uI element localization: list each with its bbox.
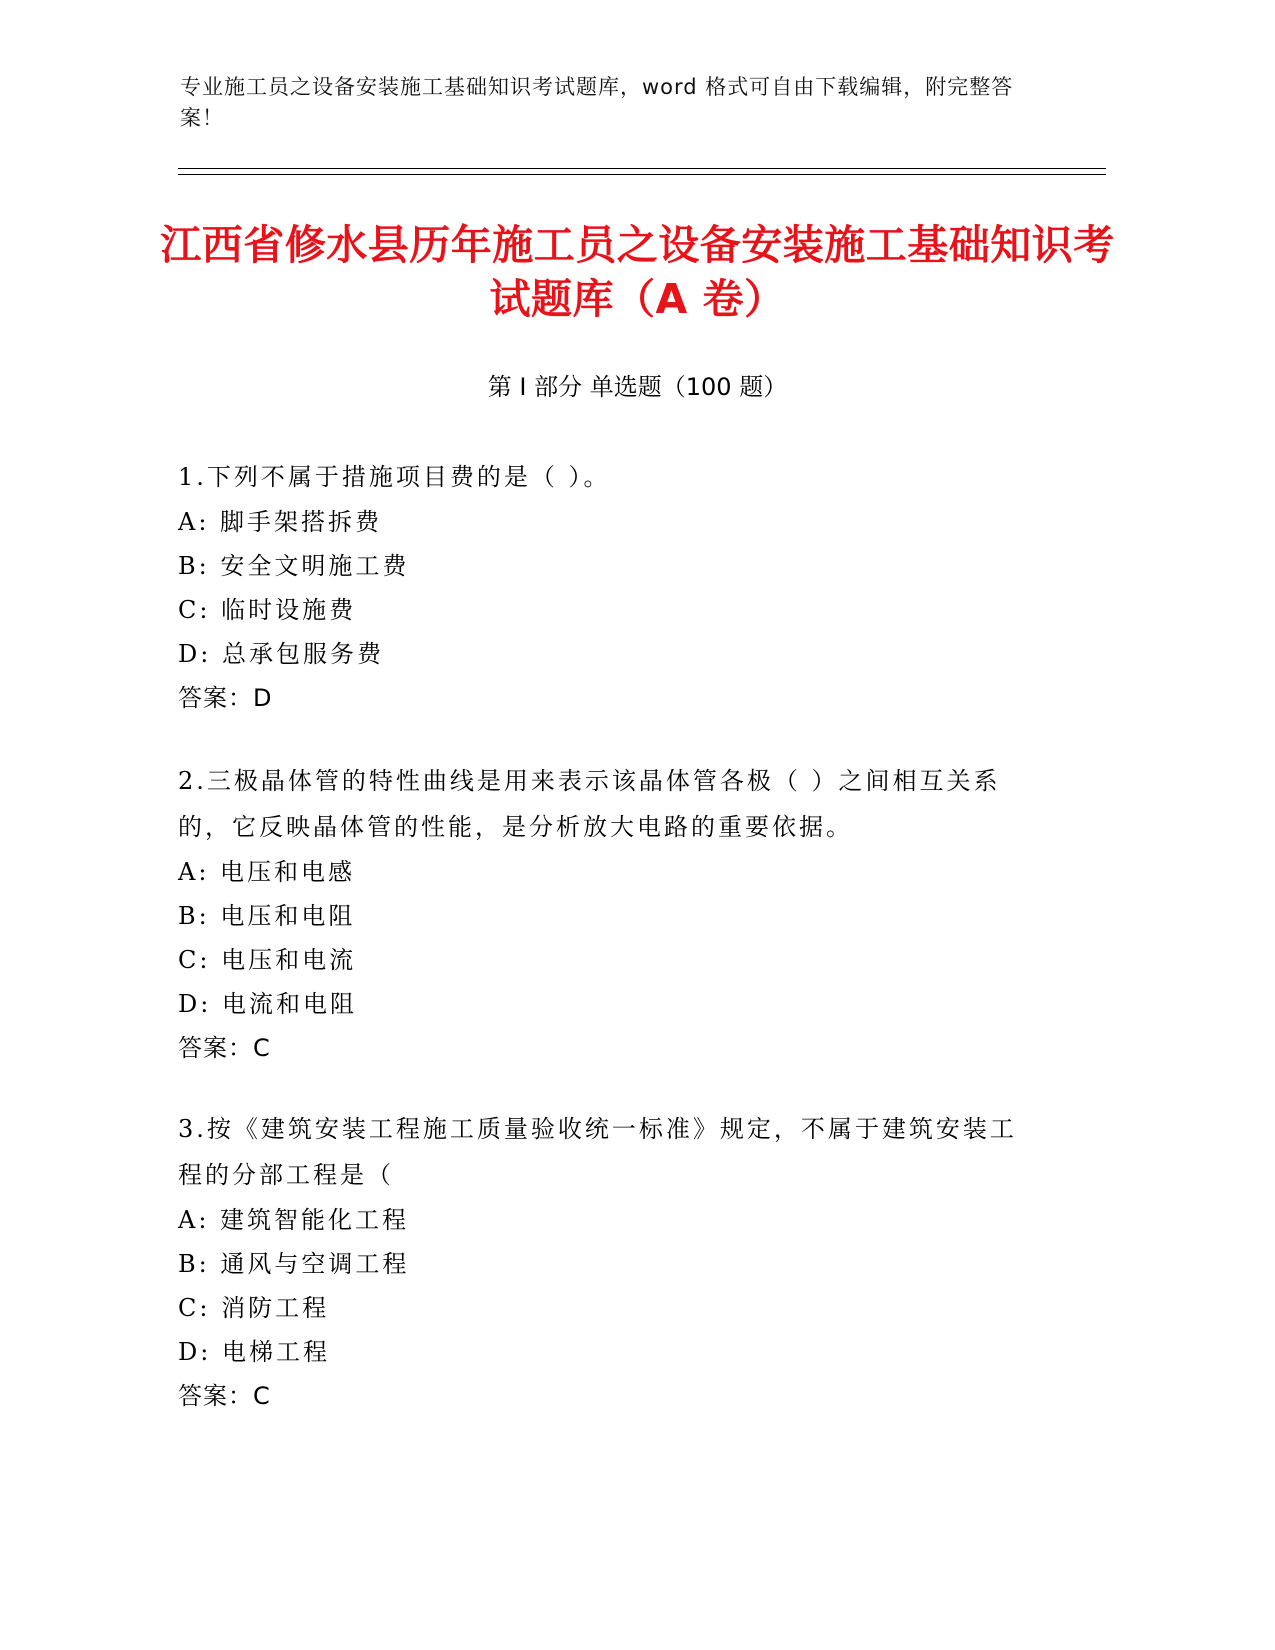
question-block	[178, 758, 1038, 1070]
question-stem: 1.下列不属于措施项目费的是（ ）。	[178, 463, 611, 491]
answer-line: 答案：D	[178, 684, 273, 712]
header-note: 专业施工员之设备安装施工基础知识考试题库，word 格式可自由下载编辑，附完整答案！	[180, 75, 1014, 130]
option-c: C: 消防工程	[178, 1294, 330, 1322]
option-b: B: 通风与空调工程	[178, 1250, 410, 1278]
option-a: A: 脚手架搭拆费	[178, 508, 383, 536]
answer-line: 答案：C	[178, 1382, 271, 1410]
option-d: D: 电梯工程	[178, 1338, 330, 1366]
header-divider-bottom	[178, 174, 1106, 175]
question-stem: 2.三极晶体管的特性曲线是用来表示该晶体管各极（ ）之间相互关系的，它反映晶体管的性能，是分析放大电路的重要依据。	[178, 767, 1001, 841]
section-heading: 第 I 部分 单选题（100 题）	[487, 373, 788, 401]
option-a: A: 建筑智能化工程	[178, 1206, 410, 1234]
option-a: A: 电压和电感	[178, 858, 356, 886]
option-b: B: 电压和电阻	[178, 902, 356, 930]
option-c: C: 临时设施费	[178, 596, 357, 624]
question-stem: 3.按《建筑安装工程施工质量验收统一标准》规定，不属于建筑安装工程的分部工程是（	[178, 1115, 1017, 1189]
option-d: D: 总承包服务费	[178, 640, 384, 668]
option-d: D: 电流和电阻	[178, 990, 357, 1018]
option-b: B: 安全文明施工费	[178, 552, 410, 580]
question-block	[178, 1106, 1038, 1418]
header-divider-top	[178, 168, 1106, 169]
answer-line: 答案：C	[178, 1034, 271, 1062]
document-title: 江西省修水县历年施工员之设备安装施工基础知识考试题库（A 卷）	[160, 221, 1115, 323]
option-c: C: 电压和电流	[178, 946, 357, 974]
question-block	[178, 454, 1038, 720]
